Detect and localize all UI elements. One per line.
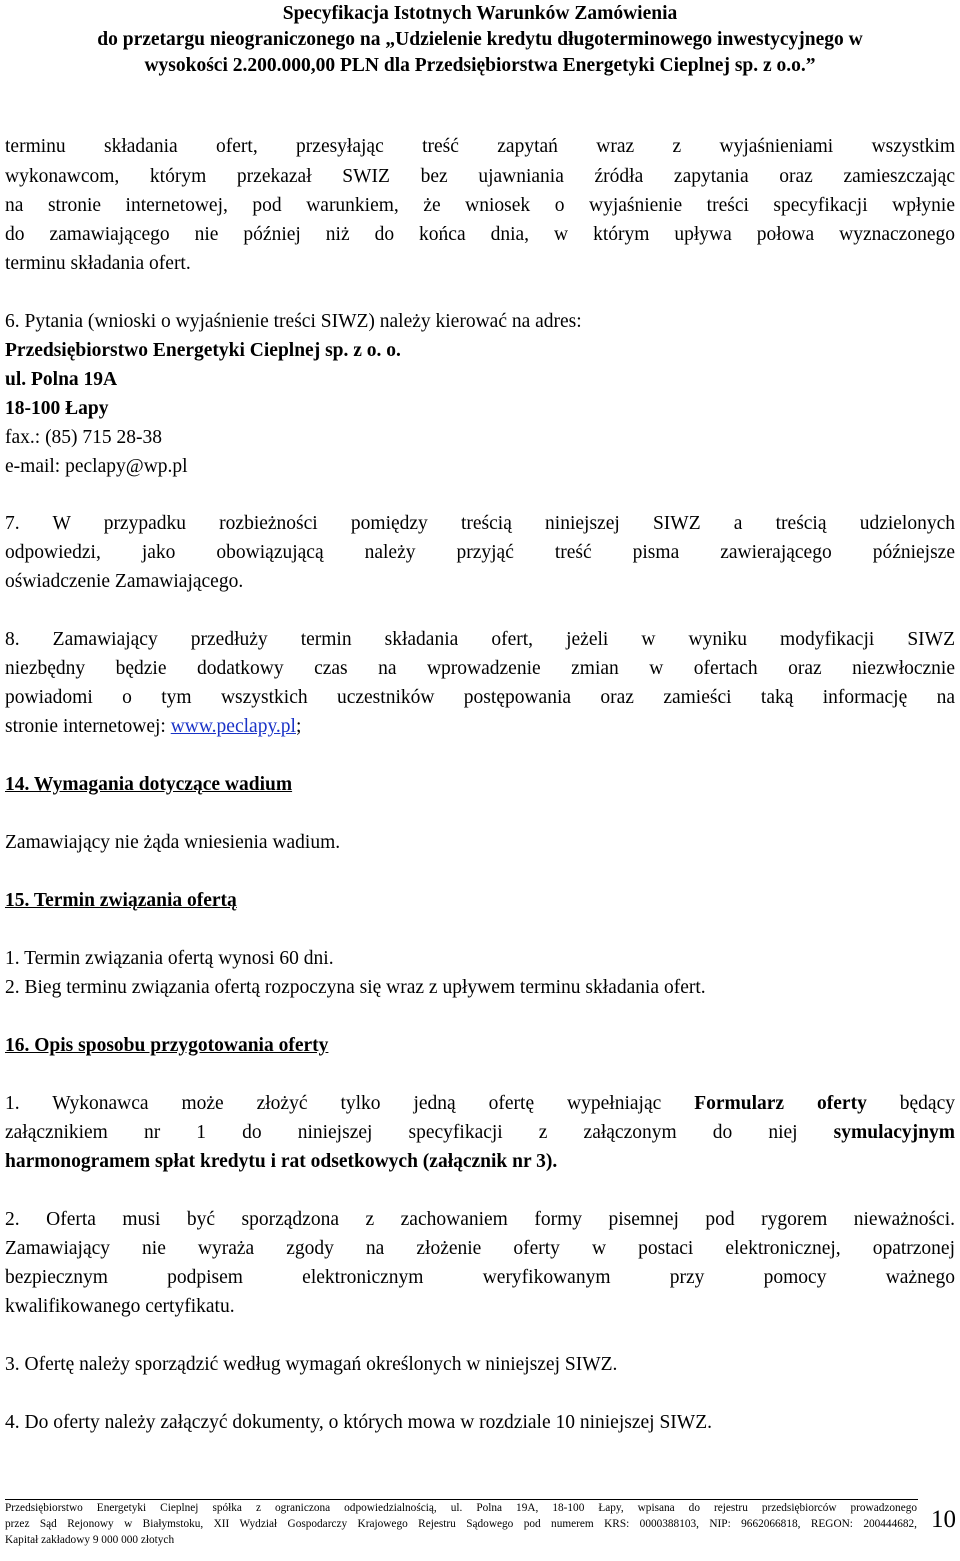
section-16-item-3: 3. Ofertę należy sporządzić według wymagań określonych w niniejszej SIWZ. bbox=[5, 1354, 618, 1375]
item-1-text: będący bbox=[866, 1093, 955, 1114]
item-1-text: 1. Wykonawca może złożyć tylko jedną ofertę wypełniając bbox=[5, 1093, 695, 1114]
section-16-item-2-line: bezpiecznym podpisem elektronicznym weryfikowanym przy pomocy ważnego bbox=[5, 1267, 955, 1288]
footer-line-3: Kapitał zakładowy 9 000 000 złotych bbox=[5, 1534, 175, 1546]
section-16-item-1-line: harmonogramem spłat kredytu i rat odsetkowych (załącznik nr 3). bbox=[5, 1151, 558, 1172]
item-8-suffix: ; bbox=[295, 716, 302, 737]
paragraph-line: na stronie internetowej, pod warunkiem, że wniosek o wyjaśnienie treści specyfikacji wpłynie bbox=[5, 195, 955, 216]
page-number: 10 bbox=[931, 1506, 956, 1533]
item-7-line: odpowiedzi, jako obowiązującą należy przyjąć treść pisma zawierającego późniejsze bbox=[5, 542, 955, 563]
address-email: e-mail: peclapy@wp.pl bbox=[5, 456, 188, 477]
header-subtitle-line-2: wysokości 2.200.000,00 PLN dla Przedsiębiorstwa Energetyki Cieplnej sp. z o.o.” bbox=[144, 55, 816, 76]
paragraph-line: terminu składania ofert, przesyłając treść zapytań wraz z wyjaśnieniami wszystkim bbox=[5, 136, 955, 157]
item-1-bold-text: symulacyjnym bbox=[833, 1122, 955, 1143]
section-14-heading: 14. Wymagania dotyczące wadium bbox=[5, 774, 293, 795]
item-7-line: 7. W przypadku rozbieżności pomiędzy treścią niniejszej SIWZ a treścią udzielonych bbox=[5, 513, 955, 534]
address-street: ul. Polna 19A bbox=[5, 369, 118, 390]
item-8-line: niezbędny będzie dodatkowy czas na wprowadzenie zmian w ofertach oraz niezwłocznie bbox=[5, 658, 955, 679]
address-fax: fax.: (85) 715 28-38 bbox=[5, 427, 163, 448]
footer-line-1: Przedsiębiorstwo Energetyki Cieplnej spółka z ograniczona odpowiedzialnością, ul. Polna 19A, 18-100 Łapy, wpisana do rejestru przedsiębiorców prowadzonego bbox=[5, 1502, 917, 1514]
header-title: Specyfikacja Istotnych Warunków Zamówienia bbox=[282, 3, 678, 24]
item-8-line: 8. Zamawiający przedłuży termin składania ofert, jeżeli w wyniku modyfikacji SIWZ bbox=[5, 629, 955, 650]
section-16-item-2-line: 2. Oferta musi być sporządzona z zachowaniem formy pisemnej pod rygorem nieważności. bbox=[5, 1209, 955, 1230]
footer-line-2: przez Sąd Rejonowy w Białymstoku, XII Wydział Gospodarczy Krajowego Rejestru Sądowego pod numerem KRS: 0000388103, NIP: 9662066818, REGON: 200444682, bbox=[5, 1518, 917, 1530]
item-7-line: oświadczenie Zamawiającego. bbox=[5, 571, 244, 592]
item-6-text: 6. Pytania (wnioski o wyjaśnienie treści SIWZ) należy kierować na adres: bbox=[5, 311, 582, 332]
section-16-heading: 16. Opis sposobu przygotowania oferty bbox=[5, 1035, 329, 1056]
header-subtitle-line-1: do przetargu nieograniczonego na „Udzielenie kredytu długoterminowego inwestycyjnego w bbox=[97, 29, 863, 50]
section-16-item-4: 4. Do oferty należy załączyć dokumenty, o których mowa w rozdziale 10 niniejszej SIWZ. bbox=[5, 1412, 712, 1433]
paragraph-line: terminu składania ofert. bbox=[5, 253, 191, 274]
item-8-line: powiadomi o tym wszystkich uczestników postępowania oraz zamieści taką informację na bbox=[5, 687, 955, 708]
paragraph-line: do zamawiającego nie później niż do końca dnia, w którym upływa połowa wyznaczonego bbox=[5, 224, 955, 245]
section-15-item-2: 2. Bieg terminu związania ofertą rozpoczyna się wraz z upływem terminu składania ofert. bbox=[5, 977, 706, 998]
form-name: Formularz oferty bbox=[694, 1093, 867, 1114]
item-1-text: załącznikiem nr 1 do niniejszej specyfikacji z załączonym do niej bbox=[5, 1122, 834, 1143]
paragraph-line: wykonawcom, którym przekazał SWIZ bez ujawniania źródła zapytania oraz zamieszczając bbox=[5, 166, 955, 187]
address-city: 18-100 Łapy bbox=[5, 398, 109, 419]
section-16-item-2-line: kwalifikowanego certyfikatu. bbox=[5, 1296, 235, 1317]
section-15-heading: 15. Termin związania ofertą bbox=[5, 890, 237, 911]
section-16-item-1-line bbox=[5, 1119, 955, 1147]
address-company: Przedsiębiorstwo Energetyki Cieplnej sp. z o. o. bbox=[5, 340, 401, 361]
website-link[interactable]: www.peclapy.pl bbox=[170, 716, 296, 737]
section-15-item-1: 1. Termin związania ofertą wynosi 60 dni. bbox=[5, 948, 334, 969]
item-8-prefix: stronie internetowej: bbox=[5, 716, 171, 737]
item-8-line-last bbox=[5, 713, 955, 741]
section-16-item-1-line bbox=[5, 1090, 955, 1118]
section-16-item-2-line: Zamawiający nie wyraża zgody na złożenie oferty w postaci elektronicznej, opatrzonej bbox=[5, 1238, 955, 1259]
section-14-text: Zamawiający nie żąda wniesienia wadium. bbox=[5, 832, 341, 853]
